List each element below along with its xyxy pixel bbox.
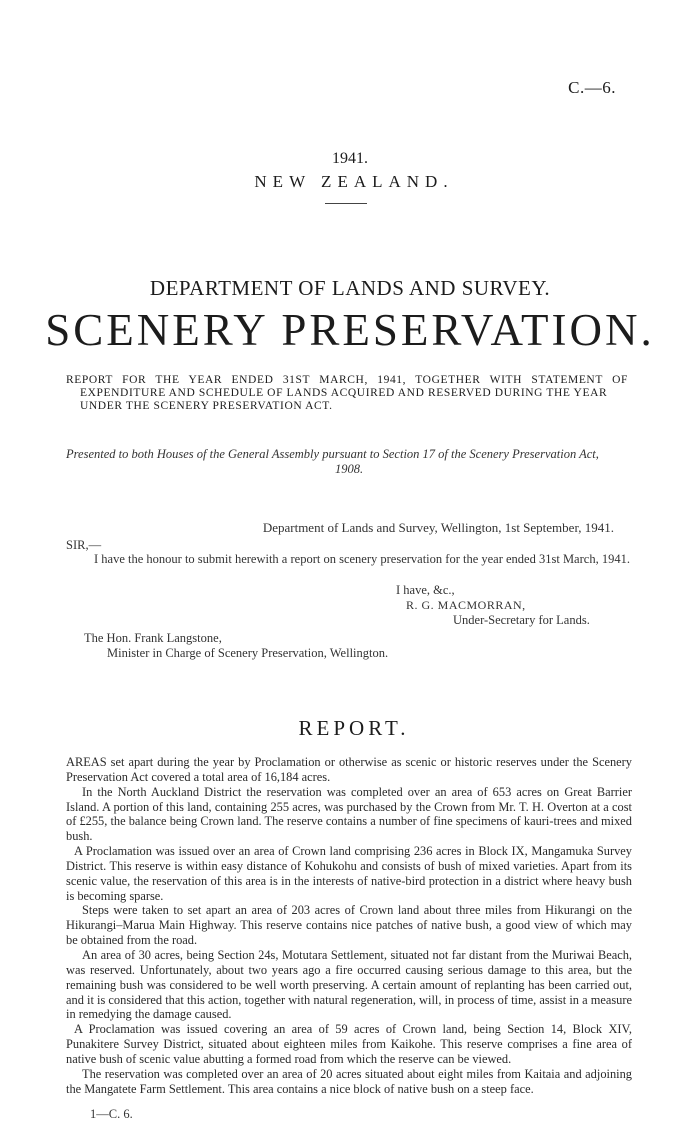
letter-signatory-title: Under-Secretary for Lands.	[453, 613, 590, 627]
country-heading: NEW ZEALAND.	[254, 172, 454, 191]
letter-addressee: The Hon. Frank Langstone,	[84, 631, 222, 645]
subtitle-line-2: EXPENDITURE AND SCHEDULE OF LANDS ACQUIRED AND RESERVED DURING THE YEAR	[80, 387, 608, 399]
letter-addressee-title: Minister in Charge of Scenery Preservation, Wellington.	[107, 646, 389, 660]
presentation-note	[66, 447, 632, 477]
page-footer: 1—C. 6.	[90, 1107, 133, 1121]
presentation-line-1: Presented to both Houses of the General Assembly pursuant to Section 17 of the Scenery Preservation Act,	[66, 447, 599, 461]
document-title: SCENERY PRESERVATION.	[45, 305, 655, 355]
letter-signatory: R. G. MACMORRAN,	[406, 598, 526, 612]
report-paragraph: A Proclamation was issued covering an area of 59 acres of Crown land, being Section 14, Block XIV, Punakitere Survey District, situated about eighteen miles from Kaikohe. This reserve comprises a fine area of native bush of scenic value abutting a formed road from which the reserve can be viewed.	[66, 1022, 632, 1066]
presentation-line-2: 1908.	[334, 462, 364, 476]
report-paragraph	[66, 755, 632, 785]
letter-closing: I have, &c.,	[396, 583, 455, 597]
report-paragraph: An area of 30 acres, being Section 24s, Motutara Settlement, situated not far distant from the Muriwai Beach, was reserved. Unfortunately, about two years ago a fire occurred causing serious damage to this area, but the remaining bush was considered to be well worth preserving. A certain amount of replanting has been carried out, and it is considered that this action, together with natural regeneration, will, in process of time, assist in a measure in remedying the damage caused.	[66, 947, 632, 1022]
letter-body: I have the honour to submit herewith a report on scenery preservation for the year ended 31st March, 1941.	[94, 552, 630, 566]
report-paragraph-text: set apart during the year by Proclamation or otherwise as scenic or historic reserves under the Scenery Preservation Act covered a total area of 16,184 acres.	[66, 755, 632, 784]
page-reference: C.—6.	[568, 78, 616, 97]
header-divider	[325, 203, 367, 204]
report-paragraph: The reservation was completed over an area of 20 acres situated about eight miles from Kaitaia and adjoining the Mangatete Farm Settlement. This area contains a nice block of native bush on a steep face.	[66, 1066, 632, 1096]
subtitle-line-1: REPORT FOR THE YEAR ENDED 31ST MARCH, 1941, TOGETHER WITH STATEMENT OF	[66, 374, 628, 386]
document-subtitle	[66, 374, 628, 413]
letter-salutation: SIR,—	[66, 538, 102, 552]
document-year: 1941.	[332, 150, 368, 167]
report-paragraph: In the North Auckland District the reservation was completed over an area of 653 acres on Great Barrier Island. A portion of this land, containing 255 acres, was purchased by the Crown from Mr. T. H. Overton at a cost of £255, the balance being Crown land. The reserve contains a number of fine specimens of kauri-trees and mixed bush.	[66, 784, 632, 844]
department-heading: DEPARTMENT OF LANDS AND SURVEY.	[149, 276, 551, 300]
letter-date-line: Department of Lands and Survey, Wellington, 1st September, 1941.	[262, 520, 614, 535]
report-body	[66, 755, 632, 1096]
report-lead-word: AREAS	[66, 755, 107, 769]
report-heading: REPORT.	[298, 716, 410, 740]
report-paragraph: Steps were taken to set apart an area of 203 acres of Crown land about three miles from Hikurangi on the Hikurangi–Marua Main Highway. This reserve contains nice patches of native bush, a good view of which may be obtained from the road.	[66, 903, 632, 948]
report-paragraph: A Proclamation was issued over an area of Crown land comprising 236 acres in Block IX, Mangamuka Survey District. This reserve is within easy distance of Kohukohu and consists of bush of mixed varieties. Apart from its scenic value, the reservation of this area is in the interests of native-bird protection in a district where heavy bush is becoming sparse.	[66, 844, 632, 903]
subtitle-line-3: UNDER THE SCENERY PRESERVATION ACT.	[80, 400, 333, 412]
